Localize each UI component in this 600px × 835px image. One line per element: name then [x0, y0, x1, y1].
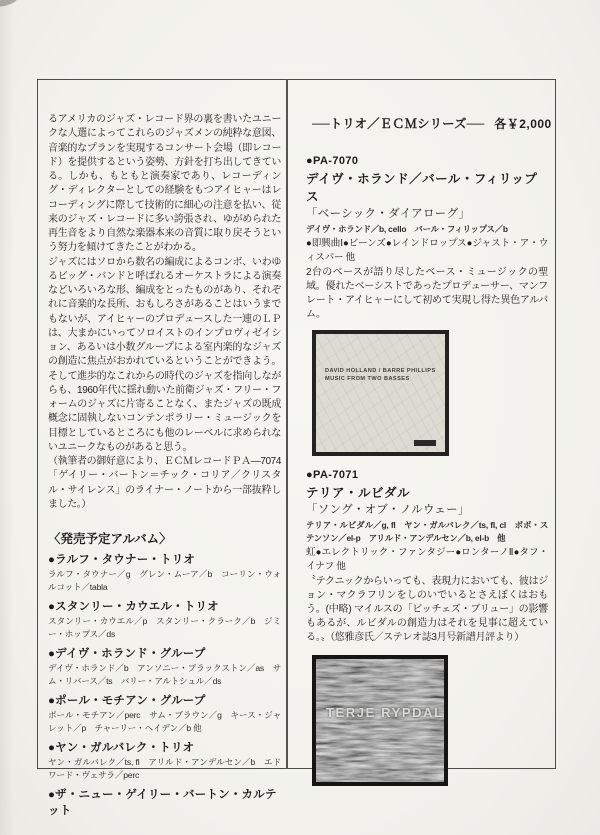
upcoming-album-entry — [48, 740, 281, 782]
water-texture-image — [316, 659, 444, 782]
album-cover-music-from-two-basses — [312, 330, 449, 456]
series-price: 各￥2,000 — [494, 117, 552, 131]
series-title: ──トリオ／ＥＣＭシリーズ── — [312, 117, 485, 131]
album-group-name: ●ヤン・ガルバレク・トリオ — [48, 742, 195, 754]
release-personnel: テリア・ルビダル／g, fl ヤン・ガルバレク／ts, fl, cl ボボ・ステンソン／el-p アリルド・アンデルセン／b, el-b 他 — [306, 520, 548, 543]
left-column — [48, 113, 281, 819]
release-artist: テリア・ルビダル — [306, 486, 411, 500]
album-personnel: ヤン・ガルバレク／ts, fl アリルド・アンデルセン／b エドワード・ヴェサラ／perc — [48, 757, 281, 780]
upcoming-album-entry — [48, 787, 281, 819]
album-personnel: デイヴ・ホランド／b アンソニー・ブラックストン／as サム・リバース／ts バリー・アルトシュル／ds — [48, 663, 281, 686]
cover-text-line2: MUSIC FROM TWO BASSES — [325, 375, 410, 382]
right-column — [306, 114, 552, 786]
album-group-name: ●ポール・モチアン・グループ — [48, 695, 206, 707]
release-title: 「ベーシック・ダイアローグ」 — [306, 208, 471, 220]
upcoming-album-entry — [48, 646, 281, 688]
album-group-name: ●ラルフ・タウナー・トリオ — [48, 554, 196, 566]
cover-text-line1: DAVID HOLLAND / BARRE PHILLIPS — [325, 368, 436, 374]
upcoming-albums-heading: 〈発売予定アルバム〉 — [48, 532, 172, 546]
album-group-name: ●ザ・ニュー・ゲイリー・バートン・カルテット — [48, 789, 277, 817]
column-divider-rule — [286, 79, 288, 769]
release-artist: デイヴ・ホランド／バール・フィリップス — [306, 172, 538, 204]
catalog-number: ●PA-7071 — [306, 469, 359, 481]
excerpt-credit-note: （執筆者の御好意により、ＥＣＭレコードＰＡ—7074「ゲイリー・バートン＝チック・コリア／クリスタル・サイレンス」のライナー・ノートから一部抜粋しました。） — [48, 456, 281, 510]
release-description: 2台のベースが語り尽したベース・ミュージックの聖域。優れたベーシストであったプロデューサー、マンフレート・アイヒャーにして初めて実現し得た異色アルバム。 — [306, 267, 548, 320]
release-title: 「ソング・オブ・ノルウェー」 — [306, 504, 470, 516]
release-pa-7071 — [306, 468, 548, 786]
catalog-number: ●PA-7070 — [306, 155, 359, 167]
upcoming-album-entry — [48, 693, 281, 735]
cover-artist-name-text: TERJE RYPDAL — [326, 705, 444, 720]
cover-artist-title-text — [325, 368, 436, 383]
release-tracks: ●即興曲Ⅰ●ビーンズ●レインドロップス●ジャスト・ア・ウィスパー 他 — [306, 238, 548, 263]
essay-paragraph-1: るアメリカのジャズ・レコード界の裏を書いたユニークな人選によってこれらのジャズメンの純粋な意図、音楽的なプランを実現するコンサート会場（即レコード）を提供するという姿勢、方針を打ち出してきている。しかも、もともと演奏家であり、レコーディング・ディレクターとしての経験をもつアイヒャーはレコーディングに際して技術的に細心の注意を払い、従来のジャズ・レコードに多い誇張され、ゆがめられた再生音をより自然な楽器本来の音質に取り戻そうという努力を傾けてきたことがわかる。 — [48, 114, 281, 254]
release-tracks: 虹●エレクトリック・ファンタジー●ロンターノⅡ●タフ・イナフ 他 — [306, 547, 548, 572]
ecm-label-logo-icon — [414, 440, 436, 446]
album-personnel: スタンリー・カウエル／p スタンリー・クラーク／b ジミー・ホップス／ds — [48, 616, 281, 639]
album-group-name: ●スタンリー・カウエル・トリオ — [48, 601, 219, 613]
upcoming-album-entry — [48, 599, 281, 641]
series-header-row — [312, 114, 552, 132]
album-personnel: ポール・モチアン／perc サム・ブラウン／g キース・ジャレット／p チャーリー・ヘイデン／b 他 — [48, 710, 281, 733]
release-review-quote: 〝テクニックからいっても、表現力においても、彼はジョン・マクラフリンをしのいでいるとさえぼくはおもう。(中略) マイルスの「ビッチェズ・ブリュー」の影響もあるが、ルビダルの創造力はそれを見事に超えている。〟（悠雅彦氏／ステレオ誌3月号新譜月評より） — [306, 576, 548, 643]
album-group-name: ●デイヴ・ホランド・グループ — [48, 648, 206, 660]
upcoming-album-entry — [48, 552, 281, 594]
album-cover-terje-rypdal — [312, 655, 448, 786]
release-pa-7070 — [306, 154, 548, 456]
album-personnel: ラルフ・タウナー／g グレン・ムーア／b コーリン・ウォルコット／tabla — [48, 569, 281, 592]
release-personnel: デイヴ・ホランド／b, cello バール・フィリップス／b — [306, 224, 508, 234]
essay-paragraph-2: ジャズにはソロから数名の編成によるコンボ、いわゆるビッグ・バンドと呼ばれるオーケストラによる演奏などいろいろな形、編成をとったものがあり、それぞれに音楽的な長所、おもしろさがあることはいうまでもないが、アイヒャーのプロデュースした一連のＬＰは、大まかにいってソロイストのインプロヴィゼイション、あるいは小数グループによる室内楽的なジャズの創造に焦点がおかれているということができよう。そして進歩的なこれからの時代のジャズを指向しながらも、1960年代に揺れ動いた前衛ジャズ・フリー・フォームのジャズに片寄ることなく、またジャズの既成概念に固執しないコンテンポラリー・ミュージックを目標としているところにも他のレーベルに求められないユニークなものがあると思う。 — [48, 256, 281, 453]
scan-edge-shadow — [0, 0, 14, 835]
